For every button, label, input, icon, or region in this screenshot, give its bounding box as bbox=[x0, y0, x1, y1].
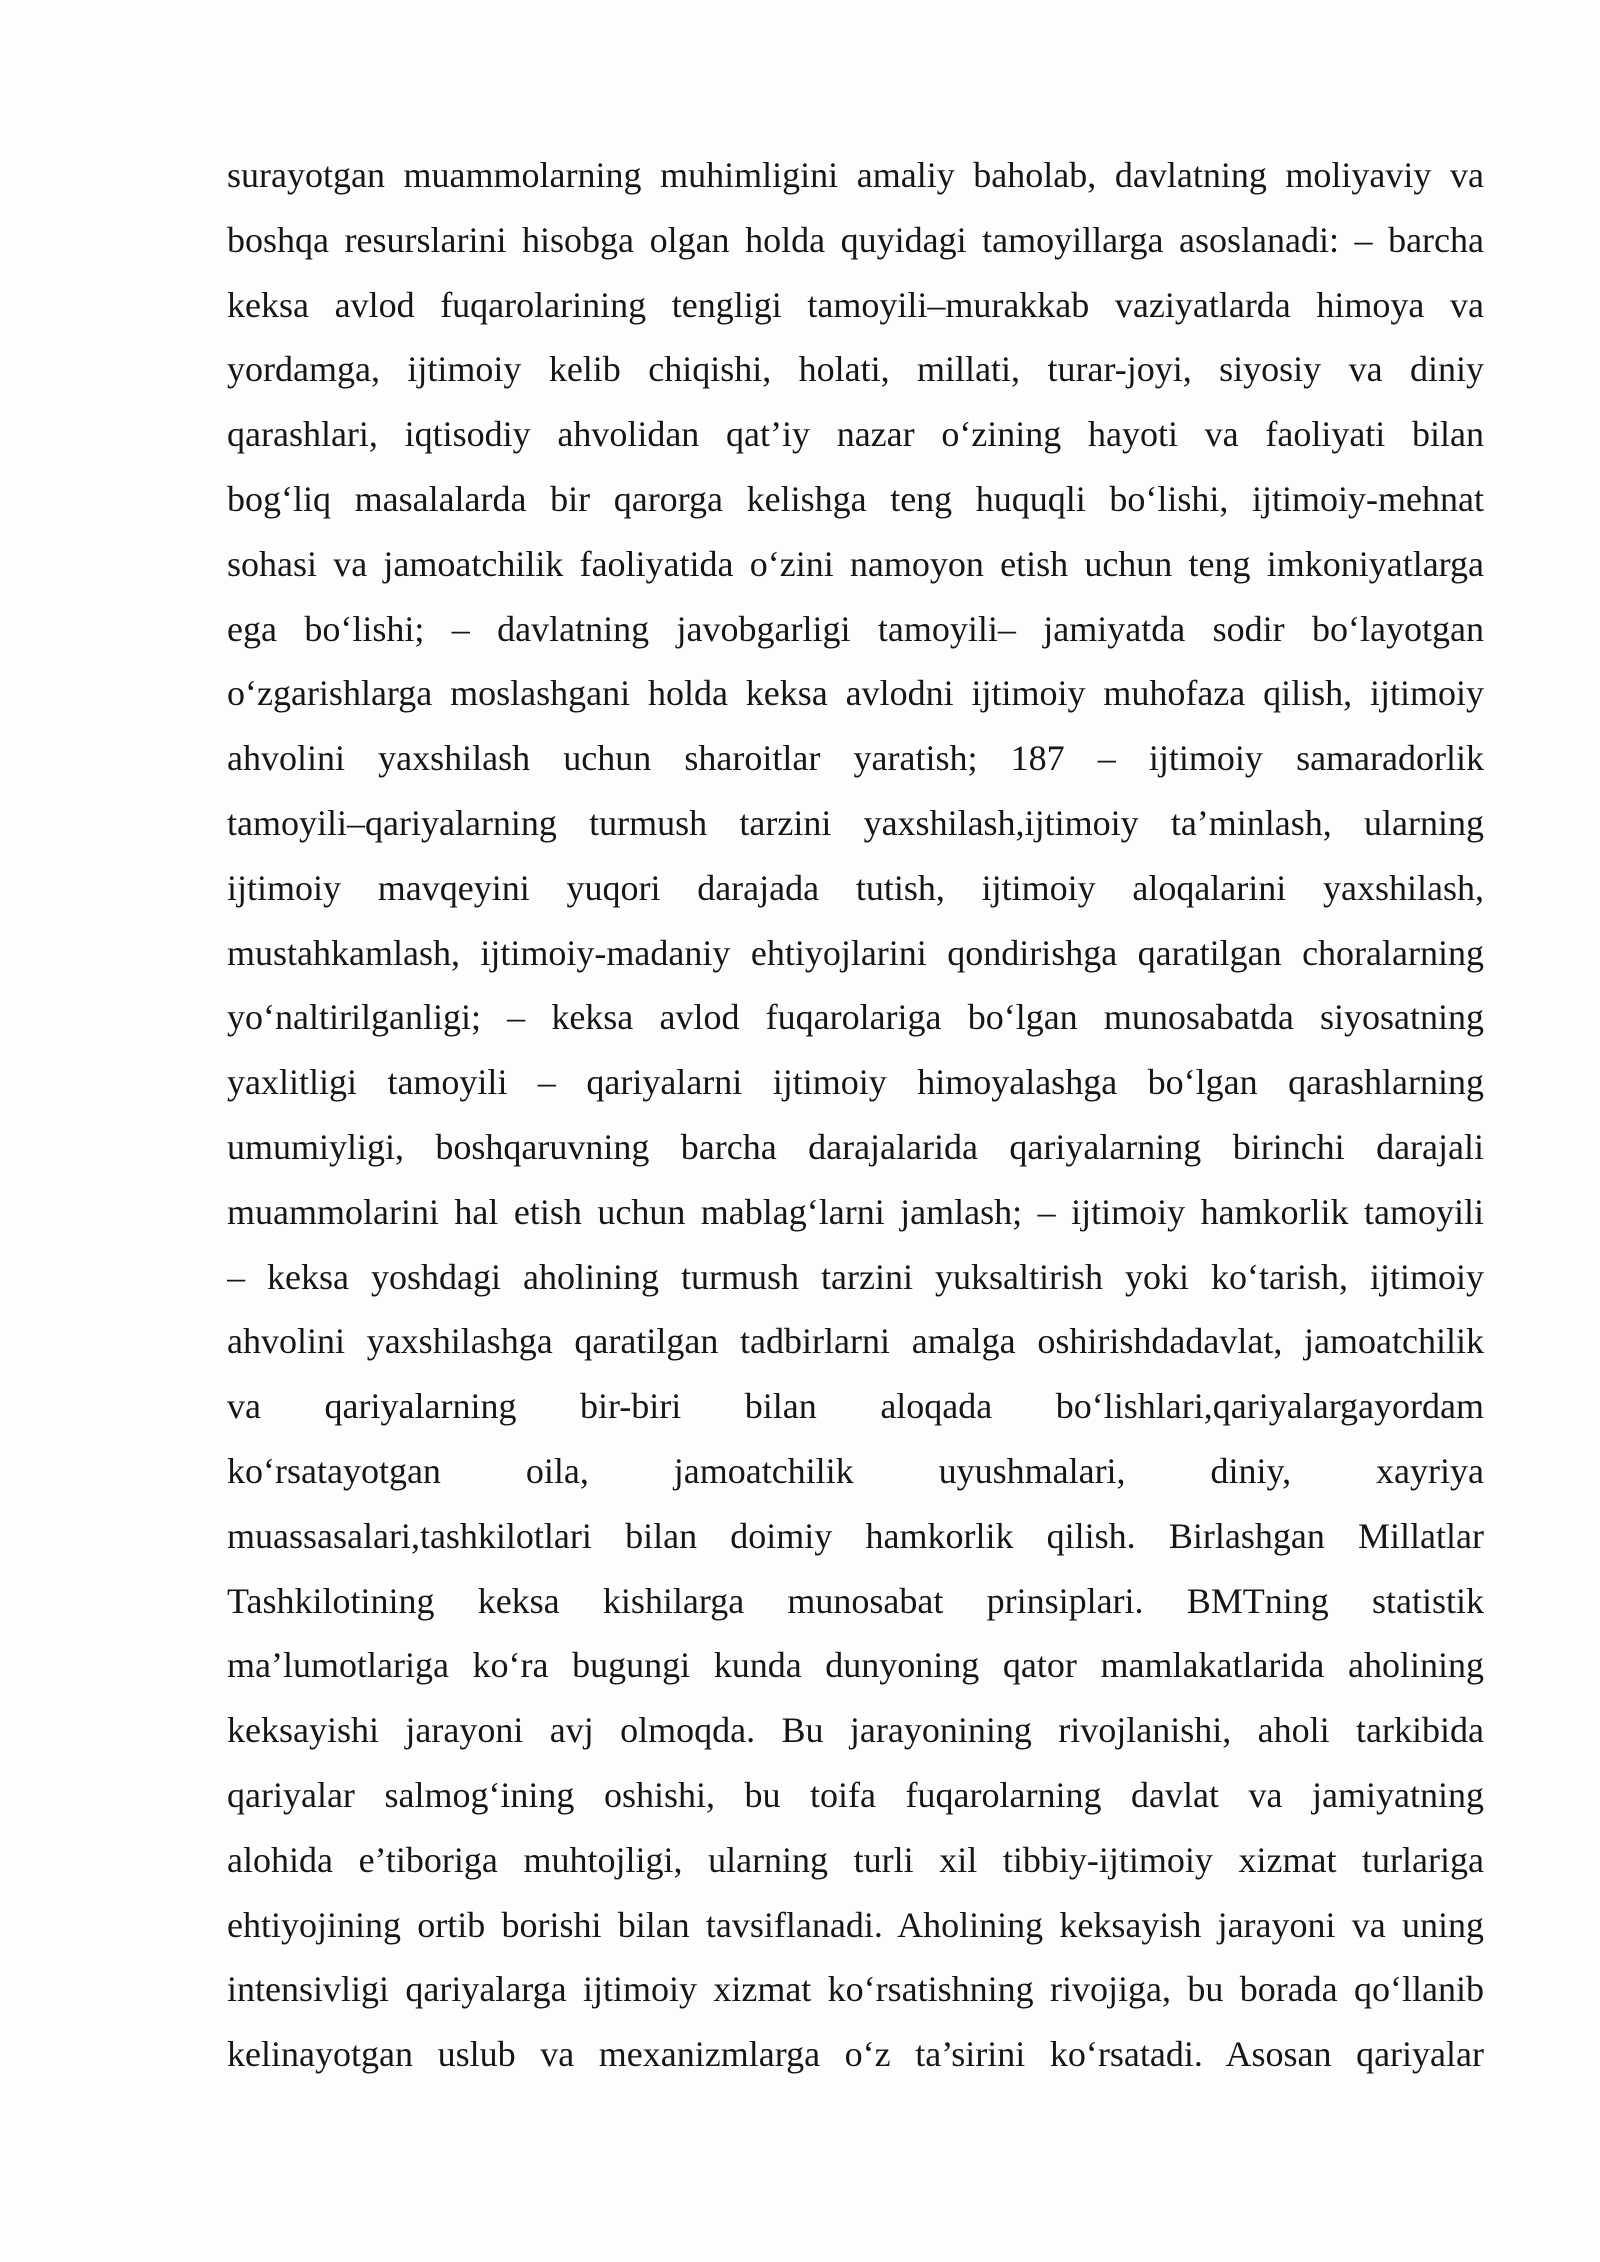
text-line: sohasi va jamoatchilik faoliyatida oʻzini namoyon etish uchun teng imkoniyatlarga bbox=[227, 543, 1484, 584]
text-line: intensivligi qariyalarga ijtimoiy xizmat koʻrsatishning rivojiga, bu borada qoʻllanib bbox=[227, 1969, 1484, 2010]
text-line: yoʻnaltirilganligi; – keksa avlod fuqarolariga boʻlgan munosabatda siyosatning bbox=[227, 997, 1484, 1038]
text-line: qarashlari, iqtisodiy ahvolidan qat’iy nazar oʻzining hayoti va faoliyati bilan bbox=[227, 414, 1484, 455]
text-line: – keksa yoshdagi aholining turmush tarzini yuksaltirish yoki koʻtarish, ijtimoiy bbox=[227, 1256, 1484, 1297]
text-line: Tashkilotining keksa kishilarga munosabat prinsiplari. BMTning statistik bbox=[227, 1580, 1484, 1621]
text-line: muassasalari,tashkilotlari bilan doimiy hamkorlik qilish. Birlashgan Millatlar bbox=[227, 1515, 1484, 1556]
text-line: ega boʻlishi; – davlatning javobgarligi tamoyili– jamiyatda sodir boʻlayotgan bbox=[227, 608, 1484, 649]
text-line: bogʻliq masalalarda bir qarorga kelishga teng huquqli boʻlishi, ijtimoiy-mehnat bbox=[227, 478, 1484, 519]
text-line: ehtiyojining ortib borishi bilan tavsiflanadi. Aholining keksayish jarayoni va uning bbox=[227, 1904, 1484, 1945]
text-line: mustahkamlash, ijtimoiy-madaniy ehtiyojlarini qondirishga qaratilgan choralarning bbox=[227, 932, 1484, 973]
text-line: ma’lumotlariga koʻra bugungi kunda dunyoning qator mamlakatlarida aholining bbox=[227, 1645, 1484, 1686]
text-line: oʻzgarishlarga moslashgani holda keksa avlodni ijtimoiy muhofaza qilish, ijtimoiy bbox=[227, 673, 1484, 714]
text-line: tamoyili–qariyalarning turmush tarzini yaxshilash,ijtimoiy ta’minlash, ularning bbox=[227, 802, 1484, 843]
text-line: alohida e’tiboriga muhtojligi, ularning turli xil tibbiy-ijtimoiy xizmat turlariga bbox=[227, 1839, 1484, 1880]
text-line: qariyalar salmogʻining oshishi, bu toifa fuqarolarning davlat va jamiyatning bbox=[227, 1774, 1484, 1815]
text-line: boshqa resurslarini hisobga olgan holda quyidagi tamoyillarga asoslanadi: – barcha bbox=[227, 219, 1484, 260]
text-line: keksa avlod fuqarolarining tengligi tamoyili–murakkab vaziyatlarda himoya va bbox=[227, 284, 1484, 325]
text-line: kelinayotgan uslub va mexanizmlarga oʻz ta’sirini koʻrsatadi. Asosan qariyalar bbox=[227, 2034, 1484, 2075]
text-line: surayotgan muammolarning muhimligini amaliy baholab, davlatning moliyaviy va bbox=[227, 155, 1484, 195]
paragraph-text-block bbox=[227, 143, 1484, 2087]
text-line: yordamga, ijtimoiy kelib chiqishi, holati, millati, turar-joyi, siyosiy va diniy bbox=[227, 349, 1484, 390]
text-line: muammolarini hal etish uchun mablagʻlarni jamlash; – ijtimoiy hamkorlik tamoyili bbox=[227, 1191, 1484, 1232]
text-line: ijtimoiy mavqeyini yuqori darajada tutish, ijtimoiy aloqalarini yaxshilash, bbox=[227, 867, 1484, 908]
text-line: koʻrsatayotgan oila, jamoatchilik uyushmalari, diniy, xayriya bbox=[227, 1450, 1484, 1491]
text-line: ahvolini yaxshilashga qaratilgan tadbirlarni amalga oshirishdadavlat, jamoatchilik bbox=[227, 1321, 1484, 1362]
text-line: va qariyalarning bir-biri bilan aloqada boʻlishlari,qariyalargayordam bbox=[227, 1386, 1484, 1427]
text-line: umumiyligi, boshqaruvning barcha darajalarida qariyalarning birinchi darajali bbox=[227, 1126, 1484, 1167]
text-line: yaxlitligi tamoyili – qariyalarni ijtimoiy himoyalashga boʻlgan qarashlarning bbox=[227, 1062, 1484, 1103]
text-line: keksayishi jarayoni avj olmoqda. Bu jarayonining rivojlanishi, aholi tarkibida bbox=[227, 1710, 1484, 1751]
text-line: ahvolini yaxshilash uchun sharoitlar yaratish; 187 – ijtimoiy samaradorlik bbox=[227, 738, 1484, 779]
